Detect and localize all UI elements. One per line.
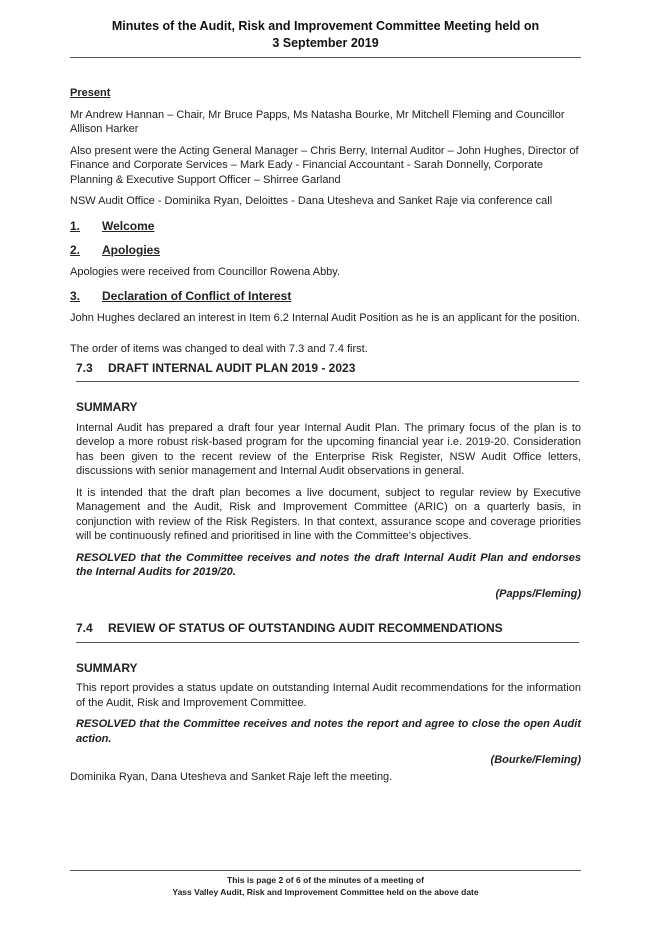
footer-line-2: Yass Valley Audit, Risk and Improvement Committee held on the above date: [172, 886, 479, 897]
mover-seconder: (Bourke/Fleming): [490, 754, 581, 766]
section-7-4-content: [76, 661, 581, 768]
item-conflict-heading: [70, 289, 585, 304]
mover-seconder: (Papps/Fleming): [495, 587, 581, 600]
also-present: Also present were the Acting General Manager – Chris Berry, Internal Auditor – John Hughes, Director of Finance and Corporate Services – Mark Eady - Financial Accountant - Sarah Donnelly, Corporate Planning & Executive Support Officer – Shirree Garland: [70, 144, 579, 186]
present-heading: Present: [70, 87, 111, 99]
item-number: 2.: [70, 243, 81, 257]
apologies-text: Apologies were received from Councillor Rowena Abby.: [70, 265, 341, 278]
header-line-1: Minutes of the Audit, Risk and Improvement Committee Meeting held on: [111, 19, 540, 33]
summary-heading: SUMMARY: [76, 660, 138, 675]
section-number: 7.3: [76, 360, 93, 375]
summary-heading: SUMMARY: [76, 400, 138, 414]
section-7-3-heading: [76, 361, 579, 383]
section-number: 7.4: [76, 621, 93, 635]
header-divider: [70, 57, 581, 58]
conflict-text: John Hughes declared an interest in Item 6.2 Internal Audit Position as he is an applicant for the position.: [70, 311, 580, 324]
item-title: Welcome: [102, 218, 155, 233]
section-title: DRAFT INTERNAL AUDIT PLAN 2019 - 2023: [108, 360, 356, 375]
section-7-4-heading: [76, 621, 579, 643]
item-number: 3.: [70, 289, 81, 303]
resolution: RESOLVED that the Committee receives and notes the report and agree to close the open Audit action.: [76, 718, 581, 745]
summary-paragraph-1: This report provides a status update on outstanding Internal Audit recommendations for the information of the Audit, Risk and Improvement Committee.: [76, 682, 581, 709]
minutes-body: [70, 86, 585, 791]
section-title: REVIEW OF STATUS OF OUTSTANDING AUDIT RECOMMENDATIONS: [108, 621, 503, 635]
section-7-3-content: [76, 400, 581, 601]
spacer: [70, 332, 585, 342]
audit-office-attendees: NSW Audit Office - Dominika Ryan, Deloittes - Dana Utesheva and Sanket Raje via conference call: [70, 195, 553, 207]
footer-divider: [70, 870, 581, 871]
item-number: 1.: [70, 218, 81, 233]
resolution: RESOLVED that the Committee receives and notes the draft Internal Audit Plan and endorses the Internal Audits for 2019/20.: [76, 551, 581, 578]
summary-paragraph-1: Internal Audit has prepared a draft four year Internal Audit Plan. The primary focus of the plan is to develop a more robust risk-based program for the upcoming financial year i.e. 2019-20. Consideration has been given to the recent review of the Enterprise Risk Register, NSW Audit Office letters, discussions with senior management and Internal Audit observations in general.: [76, 421, 581, 477]
item-title: Declaration of Conflict of Interest: [102, 289, 292, 303]
item-apologies-heading: [70, 243, 585, 258]
page-footer: [70, 875, 581, 898]
present-members: Mr Andrew Hannan – Chair, Mr Bruce Papps, Ms Natasha Bourke, Mr Mitchell Fleming and Councillor Allison Harker: [70, 108, 565, 135]
order-note: The order of items was changed to deal with 7.3 and 7.4 first.: [70, 343, 368, 355]
closing-note: Dominika Ryan, Dana Utesheva and Sanket Raje left the meeting.: [70, 770, 393, 783]
item-title: Apologies: [102, 243, 161, 257]
summary-paragraph-2: It is intended that the draft plan becomes a live document, subject to regular review by Executive Management and the Audit, Risk and Improvement Committee (ARIC) on a quarterly basis, in conjunction with review of the Risk Registers. In that context, assurance scope and coverage priorities will be continuously refined and prioritised in line with the Committee’s objectives.: [76, 486, 581, 542]
item-welcome-heading: [70, 219, 585, 234]
page-header: [70, 18, 581, 52]
footer-line-1: This is page 2 of 6 of the minutes of a meeting of: [227, 875, 424, 885]
header-line-2: 3 September 2019: [272, 36, 379, 50]
